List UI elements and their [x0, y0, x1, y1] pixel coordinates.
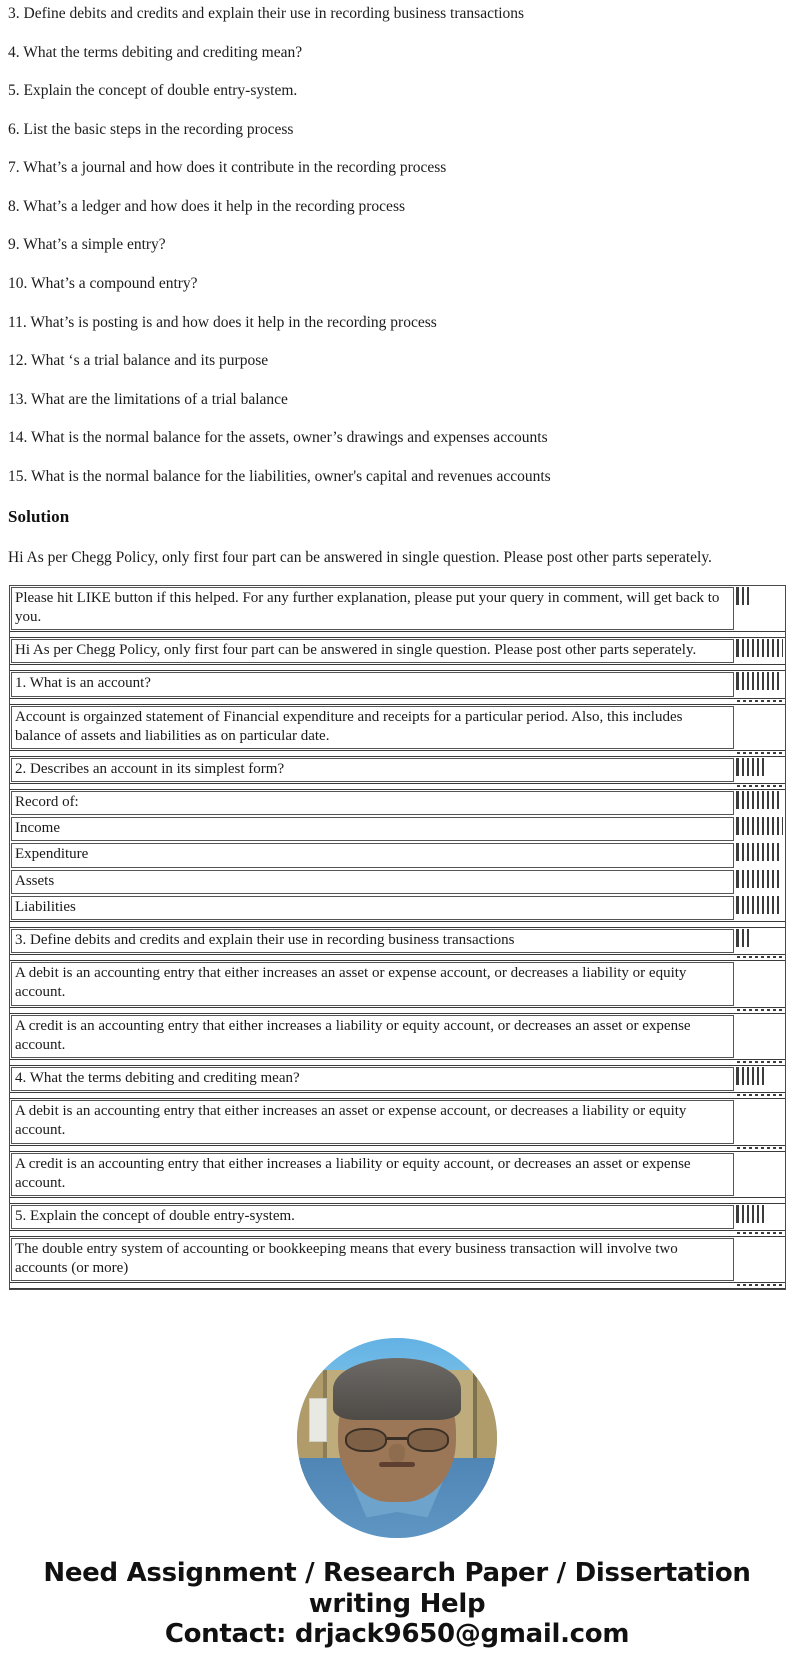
question-item: 12. What ‘s a trial balance and its purpose — [8, 352, 269, 370]
answer-cell-text: Record of: — [11, 791, 734, 815]
stripe-cell — [735, 704, 785, 750]
answer-cell — [10, 1203, 735, 1230]
question-item: 6. List the basic steps in the recording process — [8, 120, 294, 138]
question-item: 10. What’s a compound entry? — [8, 275, 198, 293]
answer-cell-text: 5. Explain the concept of double entry-system. — [11, 1205, 734, 1229]
table-row — [10, 1237, 785, 1283]
table-row — [10, 671, 785, 698]
photo-light-switch — [309, 1398, 327, 1442]
table-row — [10, 1151, 785, 1197]
table-row — [10, 1013, 785, 1059]
stripe-cell — [735, 671, 785, 698]
table-row — [10, 961, 785, 1007]
stripe-cell — [735, 1203, 785, 1230]
stripe-cell — [735, 869, 785, 895]
table-row — [10, 1203, 785, 1230]
stripe-artifact-icon — [736, 1067, 764, 1085]
table-row — [10, 1065, 785, 1092]
table-row — [10, 928, 785, 955]
answer-table-grid — [10, 586, 785, 1290]
footer-contact-banner — [0, 1558, 794, 1670]
answer-cell — [10, 671, 735, 698]
stripe-artifact-icon — [736, 672, 780, 690]
stripe-cell — [735, 928, 785, 955]
answer-cell-text: 1. What is an account? — [11, 672, 734, 696]
footer-line-2: Contact: drjack9650@gmail.com — [164, 1618, 630, 1649]
table-row — [10, 704, 785, 750]
table-row — [10, 790, 785, 817]
dotted-artifact-icon — [737, 1284, 784, 1286]
dotted-artifact-icon — [737, 1232, 784, 1234]
answer-cell — [10, 1237, 735, 1283]
question-list — [0, 5, 794, 486]
table-row — [10, 756, 785, 783]
answer-cell-text: Please hit LIKE button if this helped. For any further explanation, please put your query in comment, will get back to you. — [11, 587, 734, 630]
answer-cell-text: A debit is an accounting entry that either increases an asset or expense account, or decreases a liability or equity account. — [11, 962, 734, 1005]
answer-cell — [10, 790, 735, 817]
question-item: 9. What’s a simple entry? — [8, 236, 166, 254]
answer-cell — [10, 895, 735, 922]
stripe-artifact-icon — [736, 758, 764, 776]
answer-table-body — [10, 586, 785, 1289]
stripe-cell — [735, 895, 785, 922]
answer-cell — [10, 756, 735, 783]
table-row — [10, 1099, 785, 1145]
answer-cell — [10, 928, 735, 955]
stripe-cell — [735, 790, 785, 817]
photo-mouth — [379, 1462, 415, 1467]
table-row — [10, 895, 785, 922]
footer-line-1: Need Assignment / Research Paper / Dissertation writing Help — [43, 1558, 751, 1619]
dotted-artifact-icon — [737, 752, 784, 754]
dotted-artifact-icon — [737, 785, 784, 787]
answer-cell-text: Expenditure — [11, 843, 734, 867]
answer-table — [9, 585, 786, 1291]
answer-cell-text: 3. Define debits and credits and explain their use in recording business transactions — [11, 929, 734, 953]
stripe-cell — [735, 961, 785, 1007]
photo-glasses-bridge — [387, 1437, 407, 1440]
stripe-artifact-icon — [736, 639, 783, 657]
question-item: 13. What are the limitations of a trial balance — [8, 390, 288, 408]
stripe-cell — [735, 842, 785, 868]
question-item: 8. What’s a ledger and how does it help in the recording process — [8, 197, 406, 215]
table-row-separator — [10, 1283, 785, 1289]
table-row — [10, 638, 785, 665]
answer-cell — [10, 842, 735, 868]
stripe-artifact-icon — [736, 843, 780, 861]
question-item: 7. What’s a journal and how does it contribute in the recording process — [8, 159, 447, 177]
question-item: 11. What’s is posting is and how does it help in the recording process — [8, 313, 437, 331]
answer-cell — [10, 1013, 735, 1059]
stripe-cell — [735, 1099, 785, 1145]
avatar — [297, 1338, 497, 1538]
stripe-cell — [735, 1237, 785, 1283]
stripe-cell — [735, 1151, 785, 1197]
answer-cell — [10, 638, 735, 665]
answer-cell-text: Account is orgainzed statement of Financial expenditure and receipts for a particular period. Also, this includes balance of assets and liabilities as on particular date. — [11, 706, 734, 749]
photo-lens-right — [407, 1428, 449, 1452]
answer-cell-text: Assets — [11, 870, 734, 894]
stripe-cell — [735, 756, 785, 783]
answer-cell — [10, 961, 735, 1007]
answer-cell-text: Hi As per Chegg Policy, only first four part can be answered in single question. Please post other parts seperately. — [11, 639, 734, 663]
question-item: 4. What the terms debiting and crediting mean? — [8, 43, 303, 61]
photo-hair — [333, 1358, 461, 1420]
dotted-artifact-icon — [737, 1061, 784, 1063]
table-row — [10, 869, 785, 895]
dotted-artifact-icon — [737, 1009, 784, 1011]
stripe-artifact-icon — [736, 587, 750, 605]
stripe-artifact-icon — [736, 929, 750, 947]
stripe-artifact-icon — [736, 870, 780, 888]
question-item: 14. What is the normal balance for the assets, owner’s drawings and expenses accounts — [8, 429, 548, 447]
stripe-cell — [735, 816, 785, 842]
question-item: 15. What is the normal balance for the liabilities, owner's capital and revenues accounts — [8, 467, 551, 485]
table-row — [10, 816, 785, 842]
stripe-cell — [735, 638, 785, 665]
answer-cell-text: Liabilities — [11, 896, 734, 920]
answer-cell — [10, 1099, 735, 1145]
answer-cell-text: A credit is an accounting entry that either increases a liability or equity account, or decreases an asset or expense account. — [11, 1015, 734, 1058]
stripe-artifact-icon — [736, 791, 780, 809]
solution-heading: Solution — [8, 506, 70, 526]
answer-cell — [10, 586, 735, 632]
stripe-cell — [735, 586, 785, 632]
row-divider-dotted — [735, 1283, 785, 1289]
glasses-icon — [345, 1428, 449, 1452]
question-item: 3. Define debits and credits and explain their use in recording business transactions — [8, 5, 525, 22]
answer-cell-text: 2. Describes an account in its simplest form? — [11, 758, 734, 782]
answer-cell-text: A credit is an accounting entry that either increases a liability or equity account, or decreases an asset or expense account. — [11, 1153, 734, 1196]
answer-cell-text: A debit is an accounting entry that either increases an asset or expense account, or decreases a liability or equity account. — [11, 1100, 734, 1143]
dotted-artifact-icon — [737, 1147, 784, 1149]
dotted-artifact-icon — [737, 1094, 784, 1096]
stripe-cell — [735, 1013, 785, 1059]
answer-cell — [10, 704, 735, 750]
row-divider — [10, 1283, 735, 1289]
dotted-artifact-icon — [737, 700, 784, 702]
answer-cell — [10, 816, 735, 842]
photo-lens-left — [345, 1428, 387, 1452]
table-row — [10, 842, 785, 868]
answer-cell — [10, 1151, 735, 1197]
answer-cell-text: Income — [11, 817, 734, 841]
answer-cell — [10, 869, 735, 895]
answer-cell-text: 4. What the terms debiting and crediting mean? — [11, 1067, 734, 1091]
stripe-artifact-icon — [736, 817, 783, 835]
answer-cell-text: The double entry system of accounting or bookkeeping means that every business transaction will involve two accounts (or more) — [11, 1238, 734, 1281]
stripe-artifact-icon — [736, 896, 780, 914]
stripe-artifact-icon — [736, 1205, 764, 1223]
stripe-cell — [735, 1065, 785, 1092]
answer-cell — [10, 1065, 735, 1092]
question-item: 5. Explain the concept of double entry-system. — [8, 82, 298, 100]
table-row — [10, 586, 785, 632]
dotted-artifact-icon — [737, 956, 784, 958]
avatar-section — [0, 1318, 794, 1558]
solution-intro: Hi As per Chegg Policy, only first four part can be answered in single question. Please post other parts seperately. — [8, 548, 712, 566]
